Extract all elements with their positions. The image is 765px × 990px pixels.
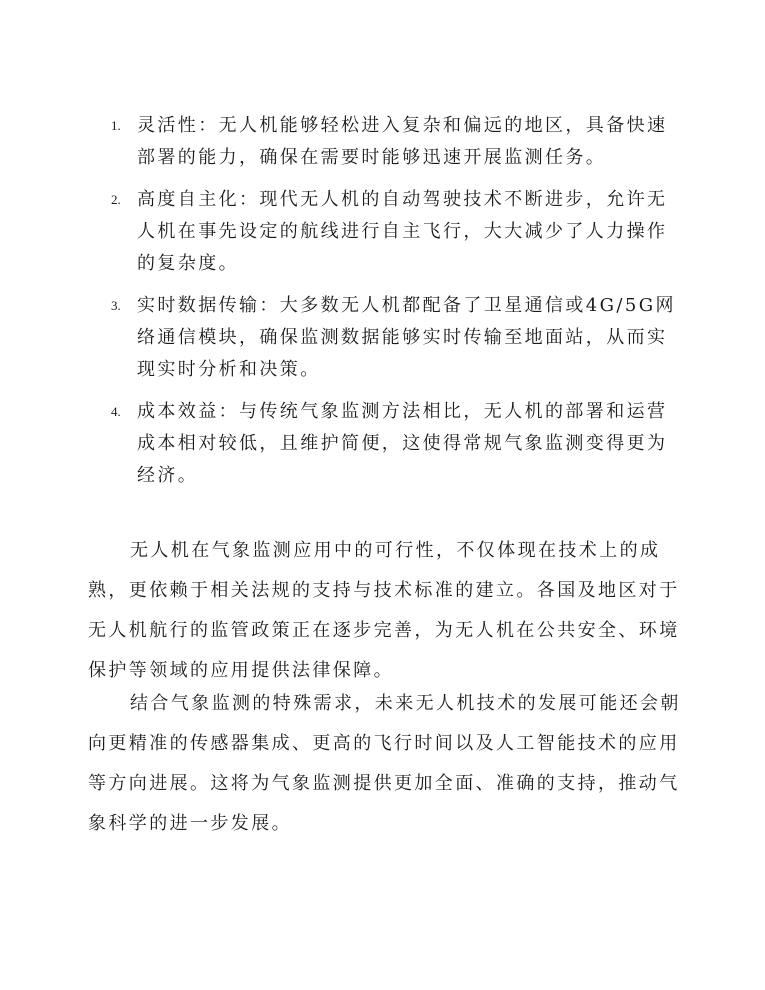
list-item-number: 3. — [111, 298, 121, 313]
list-item — [111, 110, 686, 174]
list-item-text: 成本效益：与传统气象监测方法相比，无人机的部署和运营成本相对较低，且维护简便，这使得常规气象监测变得更为经济。 — [137, 401, 668, 486]
list-item — [111, 396, 686, 492]
list-item-number: 4. — [111, 404, 121, 419]
list-item-number: 1. — [111, 118, 121, 133]
list-item-text: 实时数据传输：大多数无人机都配备了卫星通信或4G/5G网络通信模块，确保监测数据能够实时传输至地面站，从而实现实时分析和决策。 — [137, 295, 676, 380]
body-paragraph: 无人机在气象监测应用中的可行性，不仅体现在技术上的成熟，更依赖于相关法规的支持与技术标准的建立。各国及地区对于无人机航行的监管政策正在逐步完善，为无人机在公共安全、环境保护等领域的应用提供法律保障。 — [88, 540, 680, 681]
list-item-text: 灵活性：无人机能够轻松进入复杂和偏远的地区，具备快速部署的能力，确保在需要时能够迅速开展监测任务。 — [137, 115, 668, 168]
list-item-text: 高度自主化：现代无人机的自动驾驶技术不断进步，允许无人机在事先设定的航线进行自主飞行，大大减少了人力操作的复杂度。 — [137, 189, 668, 274]
body-paragraph: 结合气象监测的特殊需求，未来无人机技术的发展可能还会朝向更精准的传感器集成、更高的飞行时间以及人工智能技术的应用等方向进展。这将为气象监测提供更加全面、准确的支持，推动气象科学的进一步发展。 — [88, 693, 681, 834]
list-item — [111, 290, 686, 386]
advantages-list — [111, 110, 686, 502]
list-item-number: 2. — [111, 192, 121, 207]
list-item — [111, 184, 686, 280]
